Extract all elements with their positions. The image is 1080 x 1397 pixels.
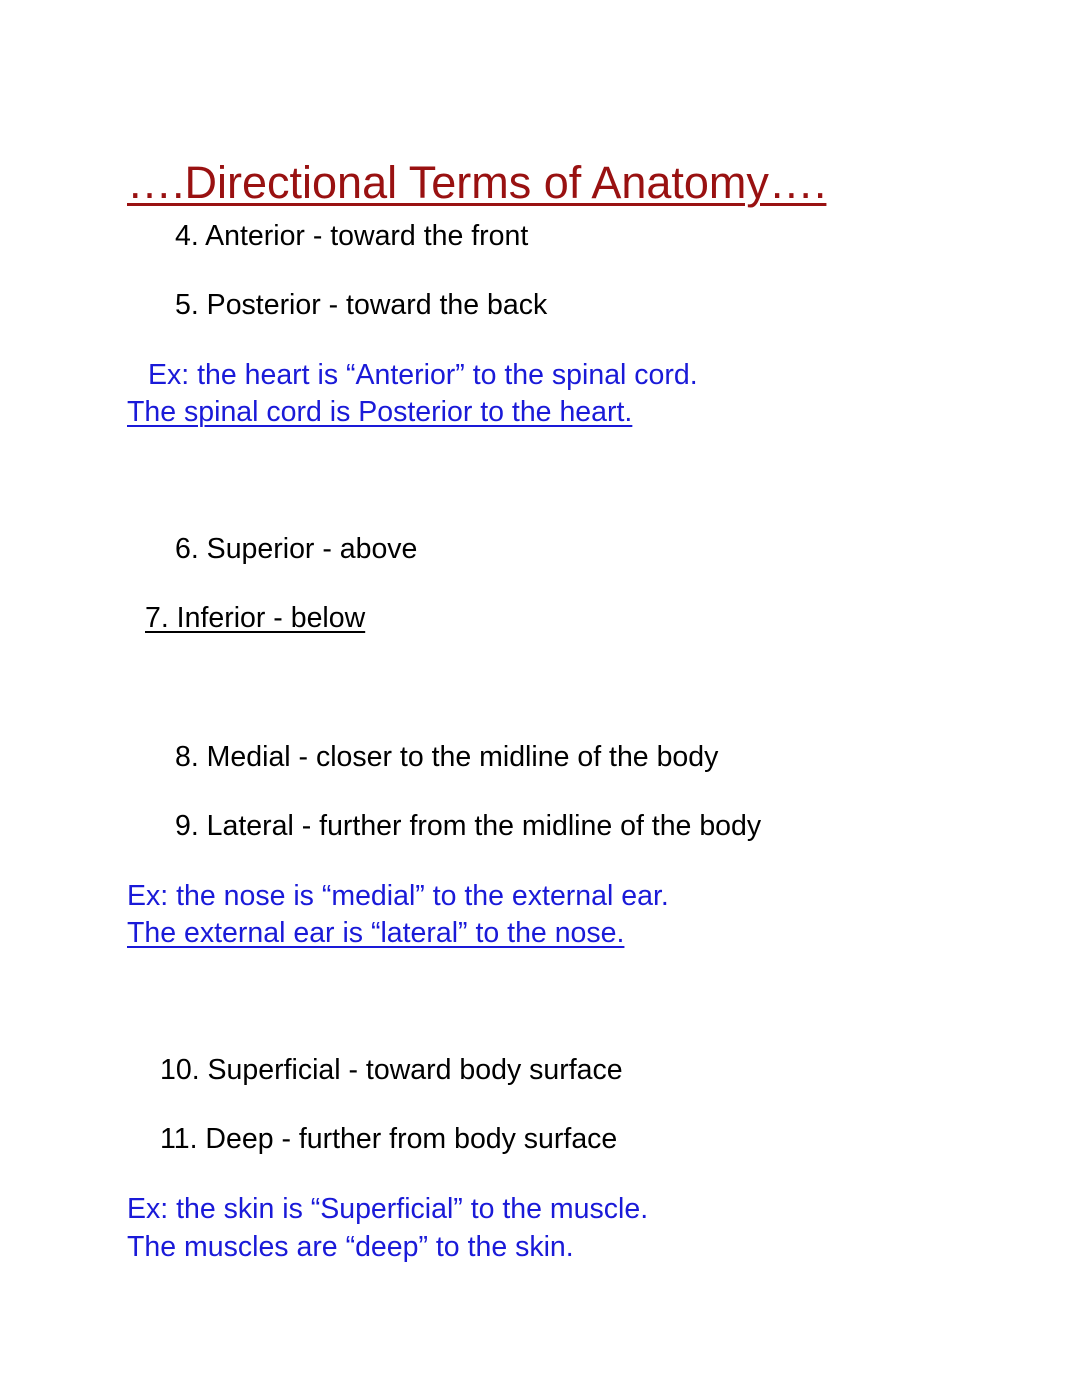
example-medial-line-2: The external ear is “lateral” to the nose. (127, 917, 625, 949)
page-title: ….Directional Terms of Anatomy…. (127, 157, 827, 209)
example-medial-line-1: Ex: the nose is “medial” to the external ear. (127, 880, 669, 912)
term-item-posterior: 5. Posterior - toward the back (175, 289, 548, 321)
example-superficial-line-2: The muscles are “deep” to the skin. (127, 1231, 574, 1263)
term-item-inferior: 7. Inferior - below (145, 602, 366, 634)
term-item-medial: 8. Medial - closer to the midline of the body (175, 741, 719, 773)
term-item-superficial: 10. Superficial - toward body surface (160, 1054, 623, 1086)
example-superficial-line-1: Ex: the skin is “Superficial” to the muscle. (127, 1193, 649, 1225)
example-anterior-line-2: The spinal cord is Posterior to the heart. (127, 396, 633, 428)
term-item-anterior: 4. Anterior - toward the front (175, 220, 529, 252)
term-item-lateral: 9. Lateral - further from the midline of the body (175, 810, 762, 842)
example-anterior-line-1: Ex: the heart is “Anterior” to the spinal cord. (148, 359, 698, 391)
term-item-superior: 6. Superior - above (175, 533, 418, 565)
term-item-deep: 11. Deep - further from body surface (160, 1123, 618, 1155)
